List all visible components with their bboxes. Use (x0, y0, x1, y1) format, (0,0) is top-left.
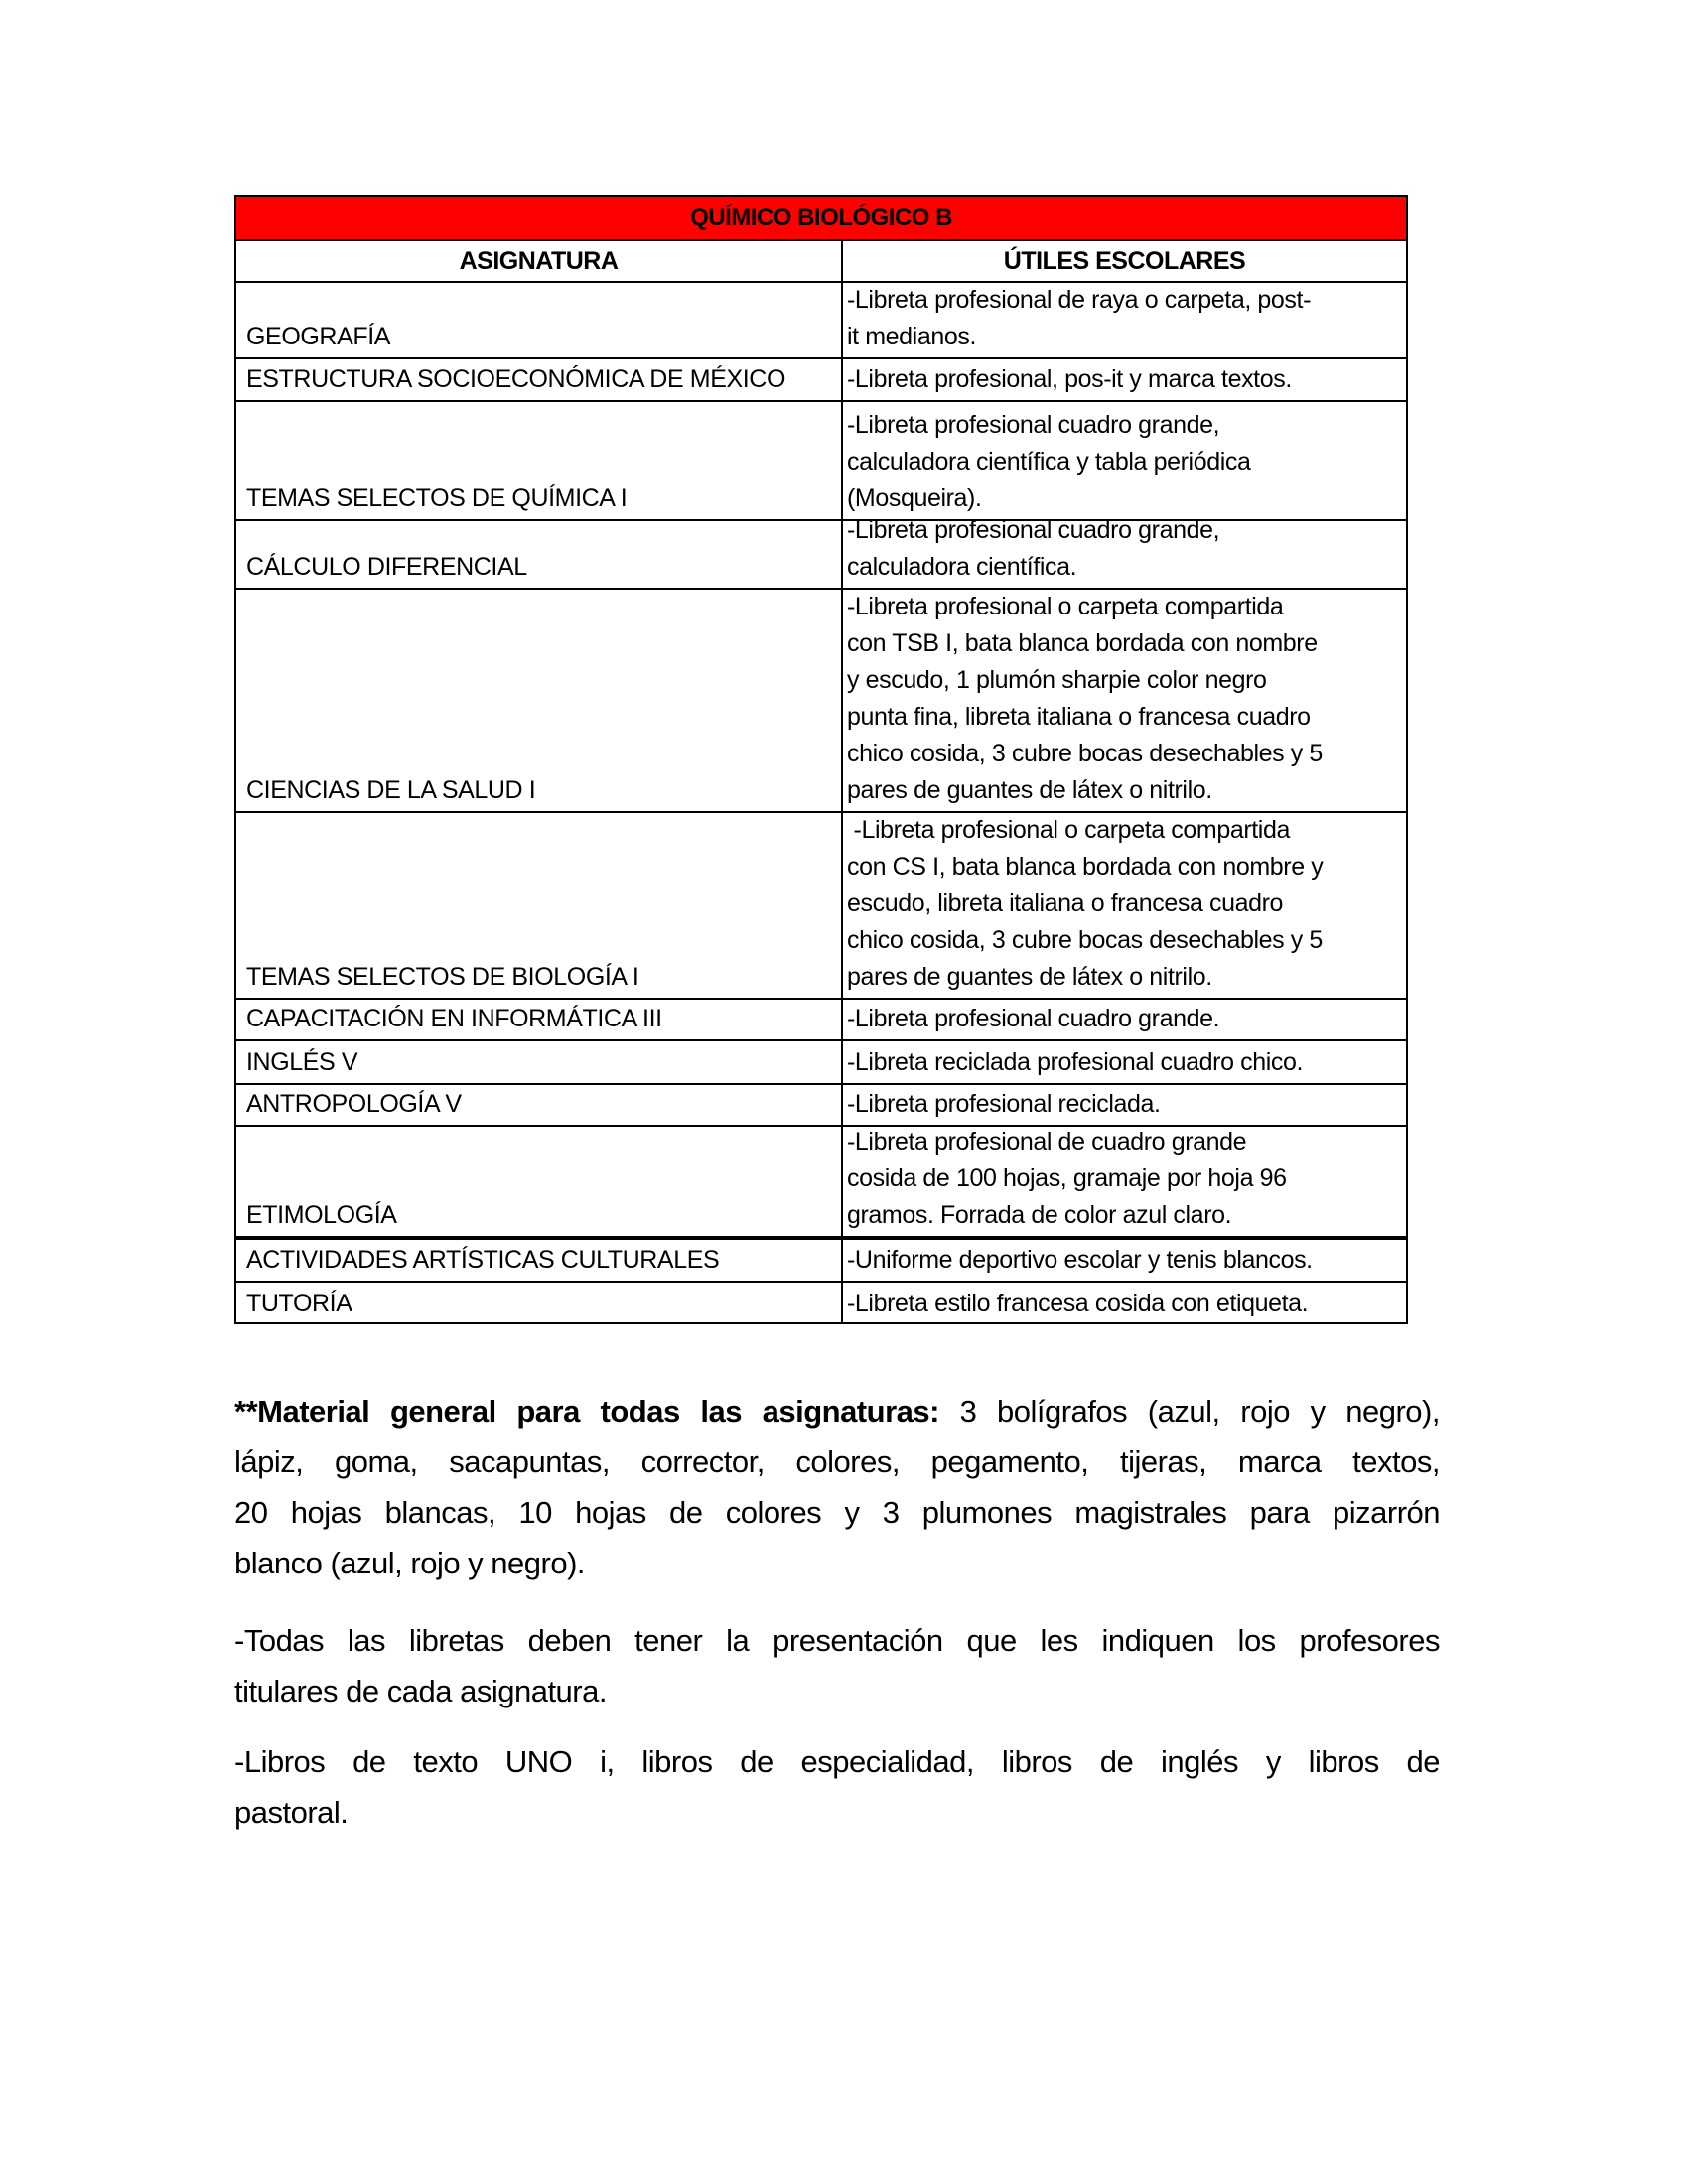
supplies-line: y escudo, 1 plumón sharpie color negro (847, 666, 1267, 694)
books-line-1: -Libros de texto UNO i, libros de especialidad, libros de inglés y libros de (234, 1744, 1440, 1779)
table-header-row (236, 241, 1406, 283)
general-material-line-3: 20 hojas blancas, 10 hojas de colores y 3 plumones magistrales para pizarrón (234, 1495, 1440, 1530)
table-row (236, 590, 1406, 813)
supplies-line: chico cosida, 3 cubre bocas desechables y 5 (847, 740, 1323, 767)
supplies-cell (843, 1127, 1406, 1236)
subject-name: TUTORÍA (246, 1290, 352, 1317)
table-row (236, 516, 1406, 590)
subject-cell (236, 1283, 843, 1324)
supplies-table (234, 195, 1408, 1324)
subject-cell (236, 359, 843, 400)
subject-cell (236, 1000, 843, 1039)
subject-cell (236, 521, 843, 588)
notebooks-paragraph (234, 1615, 1440, 1716)
supplies-line: -Libreta profesional cuadro grande. (847, 1005, 1220, 1032)
supplies-cell (843, 813, 1406, 998)
supplies-line: calculadora científica y tabla periódica (847, 448, 1251, 476)
subject-name: TEMAS SELECTOS DE BIOLOGÍA I (246, 963, 639, 991)
supplies-line: -Libreta profesional de raya o carpeta, post- (847, 286, 1311, 314)
supplies-line: chico cosida, 3 cubre bocas desechables y 5 (847, 926, 1323, 954)
supplies-line: it medianos. (847, 323, 976, 350)
general-material-paragraph (234, 1386, 1440, 1588)
supplies-line: pares de guantes de látex o nitrilo. (847, 963, 1212, 991)
supplies-cell (843, 516, 1406, 588)
supplies-line: con CS I, bata blanca bordada con nombre y (847, 853, 1324, 881)
supplies-line: pares de guantes de látex o nitrilo. (847, 776, 1212, 804)
supplies-line: -Libreta profesional reciclada. (847, 1090, 1161, 1118)
subject-cell (236, 402, 843, 519)
table-row (236, 1283, 1406, 1324)
table-row (236, 1041, 1406, 1085)
general-material-label: **Material general para todas las asignaturas: (234, 1394, 939, 1429)
supplies-cell (843, 359, 1406, 400)
table-row (236, 1240, 1406, 1283)
table-title: QUÍMICO BIOLÓGICO B (690, 204, 952, 231)
subject-cell (236, 1127, 843, 1236)
subject-cell (236, 1085, 843, 1125)
supplies-line: -Libreta profesional, pos-it y marca textos. (847, 365, 1292, 393)
table-row (236, 813, 1406, 1000)
supplies-line: -Libreta profesional cuadro grande, (847, 411, 1220, 439)
subject-name: INGLÉS V (246, 1048, 358, 1076)
subject-cell (236, 1240, 843, 1281)
supplies-cell (843, 1000, 1406, 1039)
table-row (236, 283, 1406, 359)
table-row (236, 1127, 1406, 1240)
general-material-line-4: blanco (azul, rojo y negro). (234, 1546, 586, 1580)
notebooks-line-2: titulares de cada asignatura. (234, 1674, 607, 1708)
subject-name: ANTROPOLOGÍA V (246, 1090, 462, 1118)
supplies-line: -Libreta profesional o carpeta compartida (847, 816, 1290, 844)
general-material-line-1: **Material general para todas las asignaturas: 3 bolígrafos (azul, rojo y negro), (234, 1394, 1440, 1429)
subject-name: GEOGRAFÍA (246, 323, 391, 350)
supplies-cell (843, 1283, 1406, 1324)
supplies-line: calculadora científica. (847, 553, 1077, 581)
supplies-cell (843, 402, 1406, 519)
subject-cell (236, 1041, 843, 1083)
notebooks-line-1: -Todas las libretas deben tener la presentación que les indiquen los profesores (234, 1623, 1440, 1658)
supplies-line: gramos. Forrada de color azul claro. (847, 1201, 1232, 1229)
supplies-line: -Uniforme deportivo escolar y tenis blancos. (847, 1246, 1313, 1274)
subject-cell (236, 813, 843, 998)
subject-name: CIENCIAS DE LA SALUD I (246, 776, 536, 804)
supplies-line: -Libreta reciclada profesional cuadro chico. (847, 1048, 1304, 1076)
supplies-line: escudo, libreta italiana o francesa cuadro (847, 889, 1284, 917)
books-paragraph (234, 1736, 1440, 1838)
supplies-cell (843, 1041, 1406, 1083)
table-row (236, 1000, 1406, 1041)
supplies-line: (Mosqueira). (847, 484, 982, 512)
table-row (236, 1085, 1406, 1127)
subject-name: CAPACITACIÓN EN INFORMÁTICA III (246, 1005, 662, 1032)
books-line-2: pastoral. (234, 1795, 349, 1830)
header-subject: ASIGNATURA (236, 241, 843, 281)
subject-name: CÁLCULO DIFERENCIAL (246, 553, 527, 581)
subject-cell (236, 590, 843, 811)
table-row (236, 359, 1406, 402)
supplies-cell (843, 590, 1406, 811)
supplies-cell (843, 1085, 1406, 1125)
supplies-line: cosida de 100 hojas, gramaje por hoja 96 (847, 1164, 1287, 1192)
subject-name: TEMAS SELECTOS DE QUÍMICA I (246, 484, 628, 512)
supplies-cell (843, 1240, 1406, 1281)
subject-name: ESTRUCTURA SOCIOECONÓMICA DE MÉXICO (246, 365, 786, 393)
supplies-line: -Libreta profesional de cuadro grande (847, 1128, 1247, 1156)
supplies-line: con TSB I, bata blanca bordada con nombre (847, 629, 1318, 657)
supplies-line: -Libreta profesional o carpeta compartida (847, 593, 1284, 620)
supplies-cell (843, 283, 1406, 357)
supplies-line: punta fina, libreta italiana o francesa cuadro (847, 703, 1311, 731)
table-row (236, 402, 1406, 521)
header-supplies: ÚTILES ESCOLARES (1003, 246, 1246, 275)
subject-name: ACTIVIDADES ARTÍSTICAS CULTURALES (246, 1246, 720, 1274)
supplies-line: -Libreta estilo francesa cosida con etiqueta. (847, 1290, 1309, 1317)
subject-cell (236, 283, 843, 357)
table-title-row (236, 197, 1406, 241)
general-material-line-2: lápiz, goma, sacapuntas, corrector, colores, pegamento, tijeras, marca textos, (234, 1444, 1440, 1479)
supplies-line: -Libreta profesional cuadro grande, (847, 516, 1220, 544)
subject-name: ETIMOLOGÍA (246, 1201, 397, 1229)
